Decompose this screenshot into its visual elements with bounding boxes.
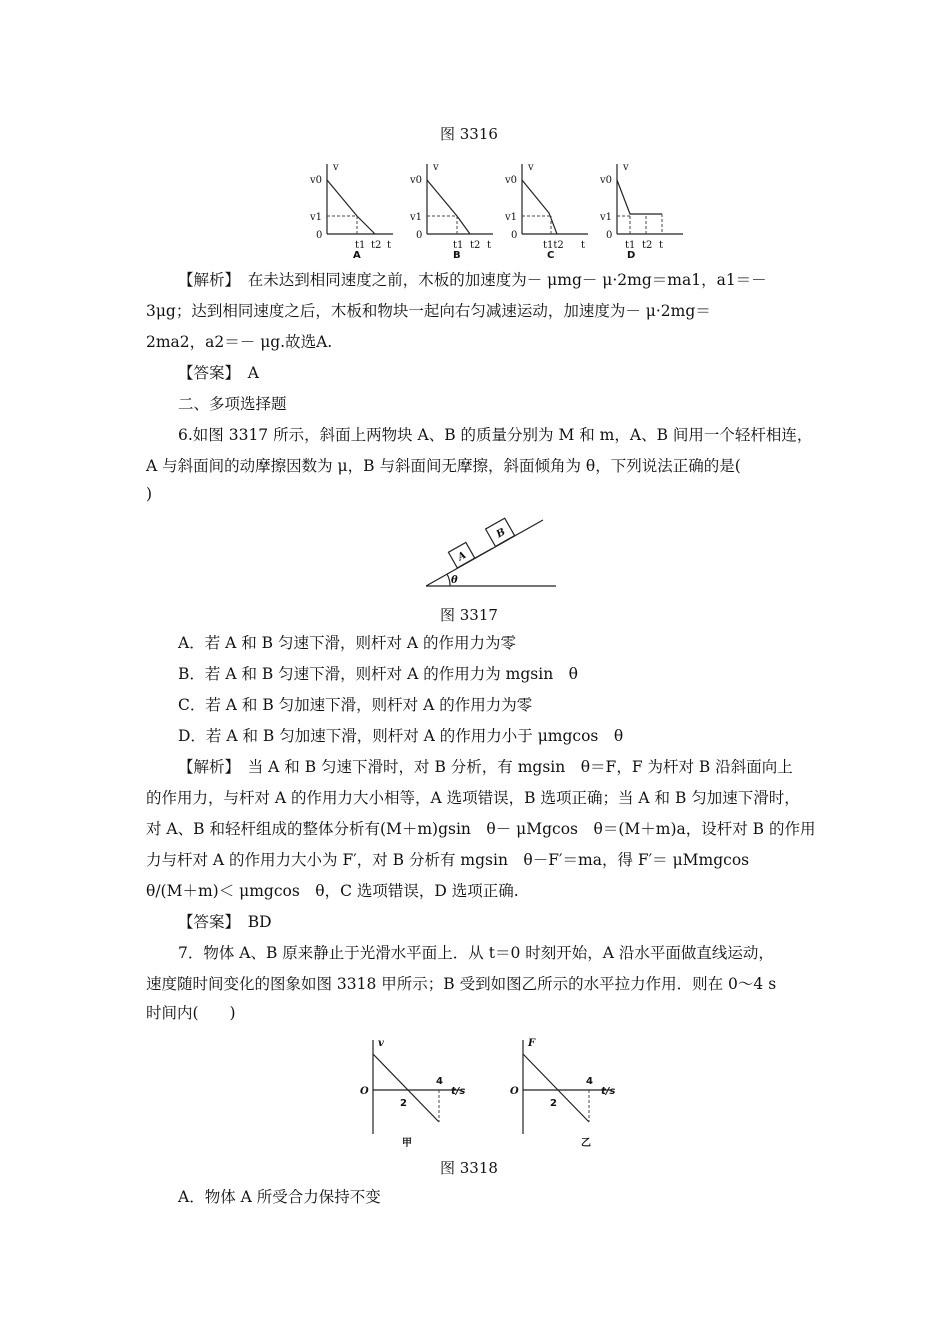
fig3316-caption: 图 3316 [440, 125, 498, 143]
graph-c-origin: 0 [511, 230, 518, 241]
q6-analysis-line-2: 的作用力，与杆对 A 的作用力大小相等，A 选项错误，B 选项正确；当 A 和 B 匀加速下滑时， [146, 789, 800, 807]
q5-answer: 【答案】 A [178, 364, 259, 382]
q7-option-a: A．物体 A 所受合力保持不变 [178, 1188, 381, 1206]
q6-answer: 【答案】 BD [178, 913, 272, 931]
graph-a-origin: 0 [316, 230, 323, 241]
fig3318-graphs [355, 1034, 645, 1152]
graph-b-v-label: v [433, 162, 439, 173]
graph-a-v1-label: v1 [310, 212, 323, 223]
graph-a-t1: t1 [355, 240, 366, 251]
graph-a-v0-label: v0 [310, 175, 323, 186]
fig3317-incline [420, 506, 560, 591]
graph-d-t2: t2 [642, 240, 653, 251]
light-rod [475, 548, 493, 558]
graph-option-a [309, 162, 393, 258]
q6-stem-line-2: A 与斜面间的动摩擦因数为 μ，B 与斜面间无摩擦，斜面倾角为 θ，下列说法正确的是( [146, 457, 741, 475]
graph-a-t: t [387, 240, 392, 251]
graph-jia-origin: O [360, 1086, 369, 1097]
graph-jia-tick-4: 4 [436, 1076, 443, 1087]
q7-stem-line-3: 时间内( ) [146, 1004, 236, 1022]
graph-yi-origin: O [510, 1086, 519, 1097]
graph-option-c [504, 162, 588, 258]
block-b-label: B [494, 526, 508, 541]
graph-option-b [409, 162, 493, 258]
graph-d-origin: 0 [606, 230, 613, 241]
fig3317-caption: 图 3317 [440, 606, 498, 624]
graph-yi-tick-2: 2 [550, 1098, 557, 1109]
graph-d-t1: t1 [625, 240, 636, 251]
graph-jia [360, 1038, 465, 1149]
fig3318-caption: 图 3318 [440, 1159, 498, 1177]
q5-analysis-line-2: 3μg；达到相同速度之后，木板和物块一起向右匀减速运动，加速度为－ μ·2mg＝ [146, 302, 711, 320]
graph-d-v1-label: v1 [600, 212, 613, 223]
graph-b-v1-label: v1 [410, 212, 423, 223]
graph-d-v-label: v [623, 162, 629, 173]
graph-yi-tick-4: 4 [586, 1076, 593, 1087]
q6-analysis-line-4: 力与杆对 A 的作用力大小为 F′，对 B 分析有 mgsin θ－F′＝ma，得 F′＝ μMmgcos [146, 851, 750, 869]
graph-b-t: t [487, 240, 492, 251]
graph-b-t2: t2 [470, 240, 481, 251]
graph-b-origin: 0 [416, 230, 423, 241]
section-heading: 二、多项选择题 [178, 395, 287, 413]
q6-option-d: D．若 A 和 B 匀加速下滑，则杆对 A 的作用力小于 μmgcos θ [178, 727, 624, 745]
graph-c-letter: C [547, 250, 555, 258]
graph-c-v-label: v [528, 162, 534, 173]
fig3316-graphs [305, 158, 705, 258]
graph-a-letter: A [353, 250, 361, 258]
graph-c-v0-label: v0 [505, 175, 518, 186]
q6-analysis-line-3: 对 A、B 和轻杆组成的整体分析有(M＋m)gsin θ－ μMgcos θ＝(M＋m)a，设杆对 B 的作用 [146, 820, 816, 838]
graph-d-v0-label: v0 [600, 175, 613, 186]
graph-c-v1-label: v1 [505, 212, 518, 223]
q6-analysis-line-5: θ/(M＋m)＜ μmgcos θ，C 选项错误，D 选项正确. [146, 882, 519, 900]
graph-b-v0-label: v0 [410, 175, 423, 186]
q5-analysis-line-3: 2ma2，a2＝－ μg.故选A. [146, 333, 333, 351]
q6-option-b: B．若 A 和 B 匀速下滑，则杆对 A 的作用力为 mgsin θ [178, 665, 579, 683]
graph-c-t1t2: t1t2 [543, 240, 564, 251]
graph-option-d [599, 162, 683, 258]
graph-jia-x-label: t/s [451, 1086, 466, 1097]
graph-yi-x-label: t/s [601, 1086, 616, 1097]
graph-c-t: t [581, 240, 586, 251]
angle-theta-label: θ [451, 575, 458, 586]
q7-stem-line-2: 速度随时间变化的图象如图 3318 甲所示；B 受到如图乙所示的水平拉力作用．则在 0～4 s [146, 975, 777, 993]
q6-option-c: C．若 A 和 B 匀加速下滑，则杆对 A 的作用力为零 [178, 696, 533, 714]
graph-yi-name: 乙 [581, 1138, 591, 1149]
q6-stem-line-1: 6.如图 3317 所示，斜面上两物块 A、B 的质量分别为 M 和 m，A、B 间用一个轻杆相连， [178, 426, 813, 444]
block-a-label: A [456, 549, 469, 564]
graph-d-t: t [659, 240, 664, 251]
graph-jia-y-label: v [378, 1038, 384, 1049]
graph-jia-tick-2: 2 [400, 1098, 407, 1109]
graph-yi-y-label: F [528, 1038, 536, 1049]
graph-d-letter: D [627, 250, 636, 258]
graph-jia-name: 甲 [402, 1138, 412, 1149]
q7-stem-line-1: 7．物体 A、B 原来静止于光滑水平面上．从 t＝0 时刻开始，A 沿水平面做直线运动， [178, 944, 774, 962]
q6-option-a: A．若 A 和 B 匀速下滑，则杆对 A 的作用力为零 [178, 634, 517, 652]
graph-a-t2: t2 [371, 240, 382, 251]
graph-yi [510, 1038, 615, 1149]
graph-a-v-label: v [333, 162, 339, 173]
q5-analysis-line-1: 【解析】 在未达到相同速度之前，木板的加速度为－ μmg－ μ·2mg＝ma1，a1＝－ [178, 271, 767, 289]
graph-b-letter: B [453, 250, 461, 258]
q6-stem-line-3: ) [146, 485, 153, 503]
graph-b-t1: t1 [453, 240, 464, 251]
q6-analysis-line-1: 【解析】 当 A 和 B 匀速下滑时，对 B 分析，有 mgsin θ＝F，F 为杆对 B 沿斜面向上 [178, 758, 793, 776]
